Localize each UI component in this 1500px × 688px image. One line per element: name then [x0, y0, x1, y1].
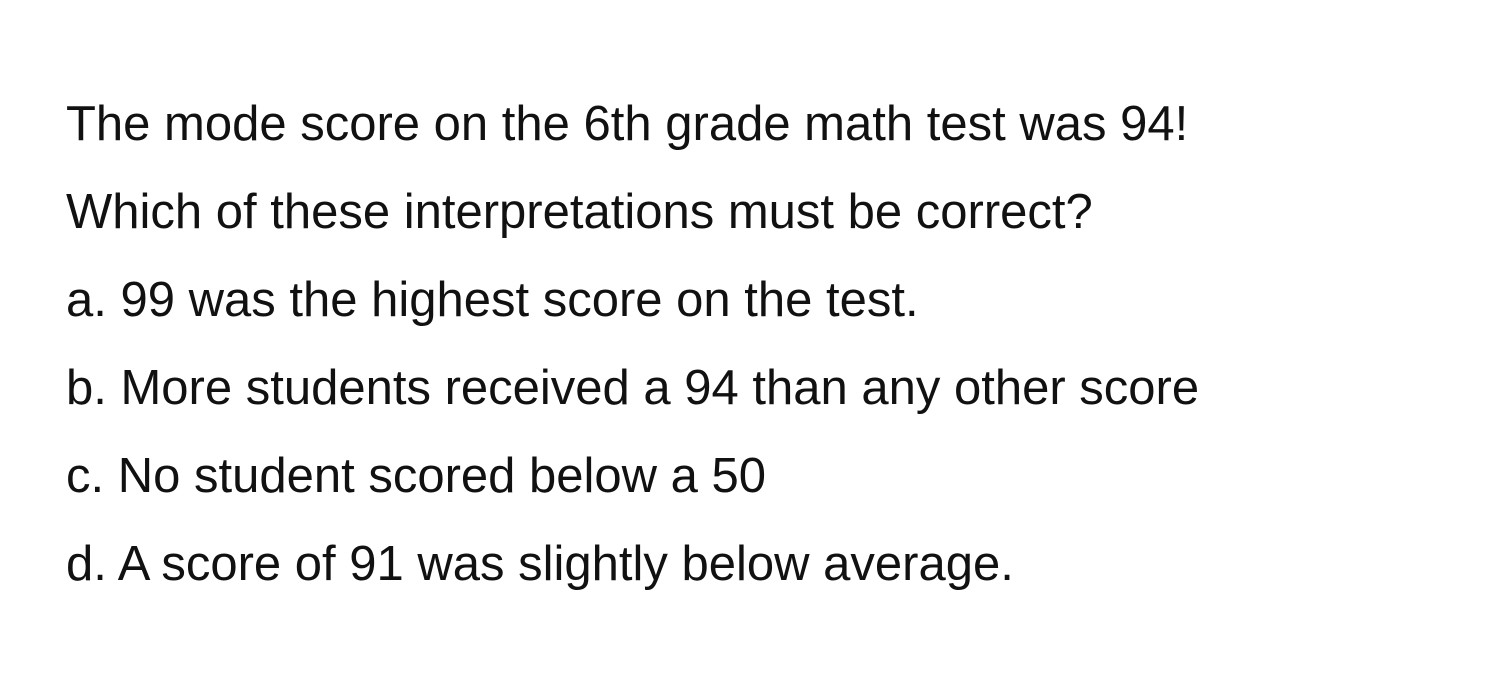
option-d: d. A score of 91 was slightly below average. — [66, 537, 1014, 591]
question-text-line-1: The mode score on the 6th grade math test was 94! — [66, 97, 1189, 151]
option-c: c. No student scored below a 50 — [66, 449, 767, 503]
option-a: a. 99 was the highest score on the test. — [66, 273, 919, 327]
question-text-line-2: Which of these interpretations must be correct? — [66, 185, 1093, 239]
option-b: b. More students received a 94 than any other score — [66, 361, 1200, 415]
question-block — [66, 80, 1486, 608]
